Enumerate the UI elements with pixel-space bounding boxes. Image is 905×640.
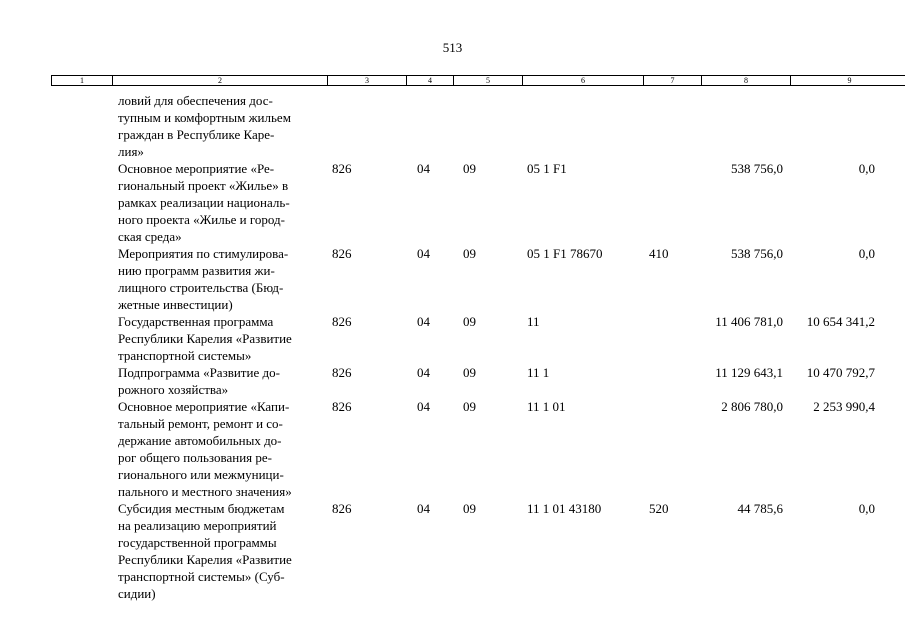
row-name-line: транспортной системы»	[118, 348, 252, 363]
row-sum-year-2: 0,0	[858, 161, 875, 176]
header-col-1: 1	[80, 76, 84, 85]
row-sum-year-1: 538 756,0	[731, 246, 783, 261]
row-name-line: нию программ развития жи-	[118, 263, 275, 278]
row-name-line: на реализацию мероприятий	[118, 518, 277, 533]
row-name-line: тупным и комфортным жильем	[118, 110, 291, 125]
row-name-line: рог общего пользования ре-	[118, 450, 272, 465]
row-name-line: лия»	[118, 144, 144, 159]
row-sum-year-2: 0,0	[858, 501, 875, 516]
row-target-article: 05 1 F1 78670	[527, 246, 603, 261]
row-admin-code: 826	[332, 246, 352, 261]
row-name	[118, 92, 328, 160]
row-name-line: ловий для обеспечения дос-	[118, 93, 273, 108]
row-subsection: 09	[463, 399, 476, 414]
row-name-line: Республики Карелия «Развитие	[118, 552, 292, 567]
row-name-line: ская среда»	[118, 229, 182, 244]
row-expense-type: 520	[649, 501, 669, 516]
row-target-article: 05 1 F1	[527, 161, 567, 176]
row-subsection: 09	[463, 314, 476, 329]
row-name-line: рамках реализации националь-	[118, 195, 290, 210]
row-target-article: 11 1	[527, 365, 550, 380]
row-name	[118, 160, 328, 245]
row-target-article: 11 1 01 43180	[527, 501, 602, 516]
row-admin-code: 826	[332, 314, 352, 329]
row-name-line: рожного хозяйства»	[118, 382, 229, 397]
header-col-2: 2	[112, 76, 327, 85]
row-name-line: Подпрограмма «Развитие до-	[118, 365, 280, 380]
row-name	[118, 313, 328, 364]
row-sum-year-1: 538 756,0	[731, 161, 783, 176]
row-name-line: Мероприятия по стимулирова-	[118, 246, 289, 261]
row-name	[118, 398, 328, 500]
header-col-7: 7	[643, 76, 701, 85]
header-col-9: 9	[790, 76, 905, 85]
row-section: 04	[417, 246, 430, 261]
row-name-line: жетные инвестиции)	[118, 297, 233, 312]
row-name-line: пального и местного значения»	[118, 484, 292, 499]
row-name-line: Субсидия местным бюджетам	[118, 501, 285, 516]
row-name-line: сидии)	[118, 586, 156, 601]
row-section: 04	[417, 161, 430, 176]
row-name-line: гионального или межмуници-	[118, 467, 284, 482]
row-subsection: 09	[463, 365, 476, 380]
row-name-line: транспортной системы» (Суб-	[118, 569, 285, 584]
row-sum-year-2: 10 654 341,2	[806, 314, 875, 329]
header-col-3: 3	[327, 76, 406, 85]
row-admin-code: 826	[332, 365, 352, 380]
row-name-line: Государственная программа	[118, 314, 274, 329]
row-sum-year-1: 2 806 780,0	[721, 399, 783, 414]
row-name-line: тальный ремонт, ремонт и со-	[118, 416, 283, 431]
row-sum-year-2: 10 470 792,7	[806, 365, 875, 380]
header-col-8: 8	[701, 76, 790, 85]
header-col-6: 6	[522, 76, 643, 85]
row-target-article: 11 1 01	[527, 399, 566, 414]
page-number: 513	[442, 40, 463, 55]
row-sum-year-2: 2 253 990,4	[813, 399, 875, 414]
row-name-line: держание автомобильных до-	[118, 433, 282, 448]
row-sum-year-2: 0,0	[858, 246, 875, 261]
row-section: 04	[417, 314, 430, 329]
row-target-article: 11	[527, 314, 540, 329]
row-sum-year-1: 11 129 643,1	[715, 365, 783, 380]
header-col-4: 4	[406, 76, 453, 85]
row-sum-year-1: 11 406 781,0	[715, 314, 783, 329]
row-section: 04	[417, 501, 430, 516]
row-name-line: граждан в Республике Каре-	[118, 127, 275, 142]
row-name-line: Основное мероприятие «Капи-	[118, 399, 290, 414]
row-name-line: ного проекта «Жилье и город-	[118, 212, 285, 227]
row-sum-year-1: 44 785,6	[737, 501, 783, 516]
row-admin-code: 826	[332, 399, 352, 414]
row-name	[118, 245, 328, 313]
row-name-line: гиональный проект «Жилье» в	[118, 178, 289, 193]
row-admin-code: 826	[332, 161, 352, 176]
row-name-line: Основное мероприятие «Ре-	[118, 161, 275, 176]
row-subsection: 09	[463, 246, 476, 261]
table-header	[51, 75, 905, 86]
row-name-line: лищного строительства (Бюд-	[118, 280, 284, 295]
row-section: 04	[417, 365, 430, 380]
row-name	[118, 364, 328, 398]
row-subsection: 09	[463, 161, 476, 176]
row-admin-code: 826	[332, 501, 352, 516]
row-expense-type: 410	[649, 246, 669, 261]
row-name-line: Республики Карелия «Развитие	[118, 331, 292, 346]
row-name-line: государственной программы	[118, 535, 277, 550]
row-section: 04	[417, 399, 430, 414]
row-subsection: 09	[463, 501, 476, 516]
header-col-5: 5	[453, 76, 522, 85]
row-name	[118, 500, 328, 602]
